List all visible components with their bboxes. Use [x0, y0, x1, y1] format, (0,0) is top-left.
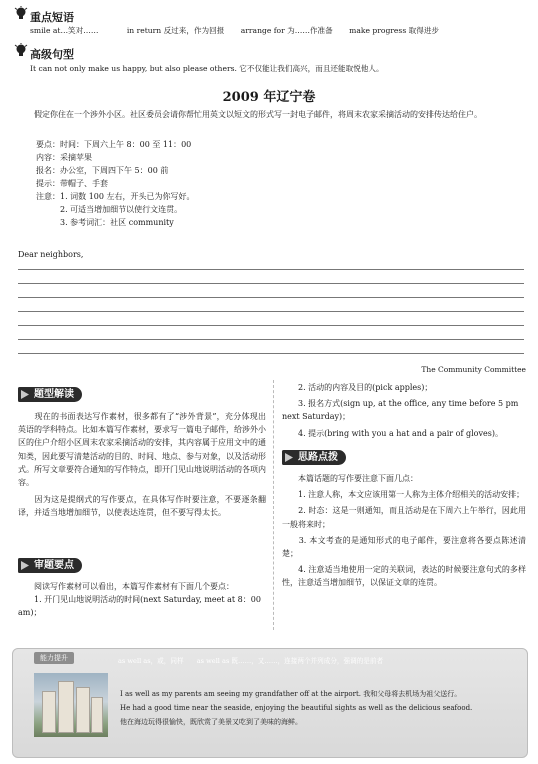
exam-prompt-text: 假定你住在一个涉外小区。社区委员会请你帮忙用英文以短文的形式写一封电子邮件，将周末农家采摘活动的安排传达给住户。 — [34, 110, 482, 119]
exam-point: 内容：采摘苹果 — [36, 153, 92, 162]
salutation: Dear neighbors, — [18, 250, 84, 259]
banner-question-analysis: 题型解读 — [18, 387, 82, 402]
example-line: I as well as my parents am seeing my grandfather off at the airport. 我和父母将去机场为祖父送行。 — [120, 690, 462, 698]
tips-intro: 本篇话题的写作要注意下面几点： — [282, 474, 418, 483]
exam-point: 要点：时间：下周六上午 8：00 至 11：00 — [36, 140, 192, 149]
exam-points — [36, 138, 516, 229]
lightbulb-icon — [14, 6, 28, 22]
exam-note: 3. 参考词汇：社区 community — [60, 218, 174, 227]
banner-key-points: 审题要点 — [18, 558, 82, 573]
example-line: 他在海边玩得很愉快，既欣赏了美景又吃到了美味的海鲜。 — [120, 718, 302, 726]
writing-line — [18, 297, 524, 298]
building-photo — [34, 673, 108, 737]
key-phrases-title: 重点短语 — [30, 11, 74, 24]
column-divider — [273, 380, 274, 630]
list-item: 2. 活动的内容及目的(pick apples)； — [282, 383, 433, 392]
tip-item: 2. 时态：这是一则通知，而且活动是在下周六上午举行，因此用一般将来时； — [282, 506, 526, 529]
paragraph: 1. 开门见山地说明活动的时间(next Saturday, meet at 8：00 am)； — [18, 595, 261, 618]
writing-line — [18, 353, 524, 354]
signature: The Community Committee — [421, 365, 526, 374]
paragraph: 因为这是提纲式的写作要点，在具体写作时要注意，不要逐条翻译，并适当地增加细节，以使表达连贯，但不要写得太长。 — [18, 495, 266, 518]
key-phrase: smile at…笑对…… — [30, 26, 99, 35]
key-phrases-row — [30, 26, 530, 36]
exam-point: 提示：带帽子、手套 — [36, 179, 108, 188]
list-item: 4. 提示(bring with you a hat and a pair of gloves)。 — [282, 428, 503, 438]
paragraph: 阅读写作素材可以看出，本篇写作素材有下面几个要点： — [18, 582, 234, 591]
writing-line — [18, 339, 524, 340]
key-phrase: arrange for 为……作准备 — [240, 26, 333, 35]
advanced-title: 高级句型 — [30, 48, 74, 61]
exam-note: 注意：1. 词数 100 左右，开头已为你写好。 — [36, 192, 195, 201]
writing-line — [18, 283, 524, 284]
exam-title: 2009 年辽宁卷 — [222, 90, 316, 105]
right-column — [282, 381, 526, 440]
lightbulb-icon — [14, 43, 28, 59]
tip-item: 3. 本文考查的是通知形式的电子邮件，要注意将各要点陈述清楚； — [282, 535, 526, 559]
ability-lines — [120, 687, 520, 729]
writing-line — [18, 325, 524, 326]
writing-line — [18, 269, 524, 270]
ability-tag: 能力提升 — [34, 652, 74, 664]
key-phrase: in return 反过来，作为回报 — [126, 26, 225, 35]
tip-item: 4. 注意适当地使用一定的关联词，表达的时候要注意句式的多样性，注意适当增加细节，以保证文章的连贯。 — [282, 565, 526, 588]
list-item: 3. 报名方式(sign up, at the office, any time before 5 pm next Saturday)； — [282, 399, 519, 422]
exam-point: 报名：办公室，下周四下午 5：00 前 — [36, 166, 169, 175]
left-column-bottom — [18, 580, 266, 620]
right-column-tips — [282, 472, 526, 590]
tip-item: 1. 注意人称，本文应该用第一人称为主体介绍相关的活动安排； — [282, 490, 525, 500]
exam-note: 2. 可适当增加细节以使行文连贯。 — [60, 205, 183, 214]
paragraph: 现在的书面表达写作素材，很多都有了“涉外背景”，充分体现出英语的学科特点。比如本篇写作素材，要求写一篇电子邮件，给涉外小区的住户介绍小区周末农家采摘活动的安排，其内容属于应用文中的通知类，因此要写清楚活动的目的、时间、地点、参与对象，以及活动形式。所写文章要符合通知的写作特点，即开门见山地说明活动的各项内容。 — [18, 412, 266, 488]
writing-line — [18, 311, 524, 312]
key-phrase: make progress 取得进步 — [349, 26, 440, 35]
banner-writing-tips: 思路点拨 — [282, 450, 346, 465]
left-column — [18, 410, 266, 520]
example-line: He had a good time near the seaside, enjoying the beautiful sights as well as the delicious seafood. — [120, 704, 473, 712]
advanced-sentence: It can not only make us happy, but also please others. 它不仅能让我们高兴，而且还能取悦他人。 — [30, 64, 384, 73]
ability-header: as well as，或，同样 as well as 既……，又……，连接两个并列成分，强调的是前者 — [118, 657, 384, 665]
exam-prompt — [18, 108, 526, 121]
